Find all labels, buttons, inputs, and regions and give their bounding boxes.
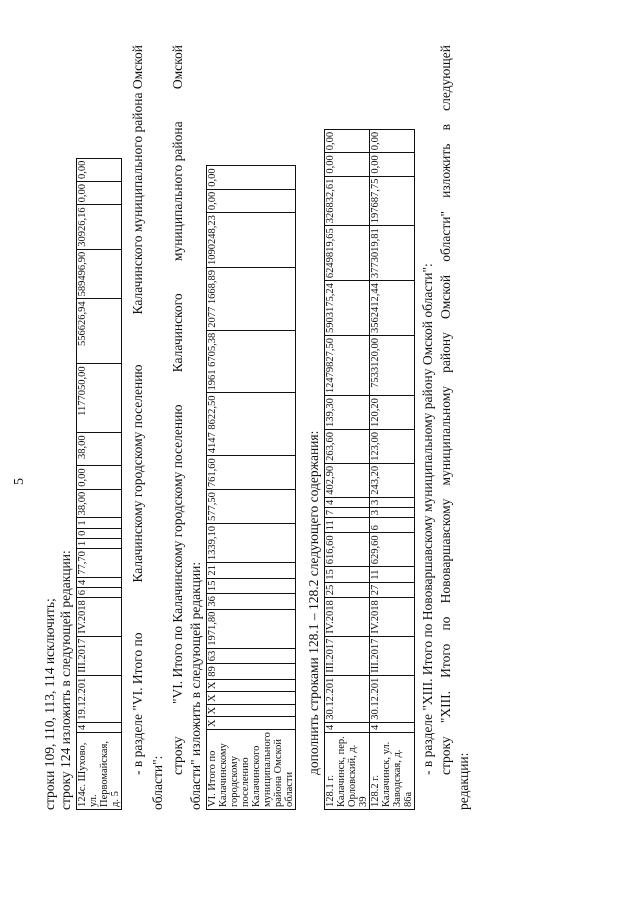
text-exclude-rows: строки 109, 110, 113, 114 исключить; <box>42 598 57 810</box>
table-cell: 6 <box>370 518 415 533</box>
text-add-rows-intro: дополнить строками 128.1 – 128.2 следующего содержания: <box>306 430 321 775</box>
table-cell: 30.12.201 <box>370 675 415 722</box>
table-cell: 19.12.201 <box>77 675 122 722</box>
table-cell: 38,00 <box>77 489 122 518</box>
table-cell: 21 <box>207 563 296 579</box>
table-cell: III.2017 <box>325 636 370 675</box>
table-cell: 25 <box>325 582 370 598</box>
table-row <box>325 129 370 809</box>
table-cell: 11 <box>325 518 370 533</box>
row-label: 128.1 г. Калачинск, пер. Орловский, д. 39 <box>325 733 370 810</box>
table-cell: 2077 1668,89 <box>207 267 296 330</box>
table-cell: 7533120,00 <box>370 336 415 396</box>
table-cell: 0,00 <box>370 153 415 176</box>
table-cell: 761,60 <box>207 456 296 490</box>
table-cell: 15 <box>325 567 370 583</box>
table-cell: 616,60 <box>325 533 370 567</box>
table-row <box>77 158 122 809</box>
table-cell: 0,00 <box>77 158 122 181</box>
table-cell: 1961 6705,38 <box>207 330 296 393</box>
table-row-vi-total <box>206 165 296 810</box>
table-cell: 89 <box>207 664 296 680</box>
text-row-124-intro: строку 124 изложить в следующей редакции: <box>58 550 73 810</box>
text-row-vi-intro-end: области" изложить в следующей редакции: <box>188 561 203 810</box>
table-cell: 3 <box>370 497 415 507</box>
table-cell: 4147 8622,50 <box>207 393 296 456</box>
table-cell: 0,00 <box>77 466 122 489</box>
table-cell: 6 <box>77 588 122 598</box>
text-row-xiii-intro: строку "XIII. Итого по Нововаршавскому муниципальному району Омской области" изложить в следующей <box>438 45 453 775</box>
table-row-124 <box>76 158 122 810</box>
table-cell: IV.2018 <box>370 598 415 636</box>
table-cell: 6249819,65 <box>325 226 370 281</box>
table-cell: 11 <box>370 567 415 583</box>
table-cell: 123,00 <box>370 430 415 464</box>
table-cell: 38,00 <box>77 433 122 466</box>
table-cell: X <box>207 692 296 705</box>
table-cell: 3562412,44 <box>370 281 415 336</box>
text-row-xiii-intro-end: редакции: <box>456 752 471 810</box>
table-cell: 556626,94 <box>77 299 122 364</box>
table-cell: 1090248,23 <box>207 213 296 268</box>
table-cell: 0,00 <box>77 182 122 205</box>
table-cell: 1971,80 <box>207 609 296 648</box>
table-cell: 7 <box>325 508 370 518</box>
table-cell: 36 <box>207 594 296 610</box>
table-cell: 402,90 <box>325 463 370 497</box>
table-cell: 63 <box>207 648 296 664</box>
page-number: 5 <box>12 478 27 485</box>
table-cell: 4 <box>325 722 370 732</box>
table-cell: X <box>207 704 296 717</box>
table-cell: 0,00 <box>207 189 296 212</box>
text-section-vi-intro-end: области": <box>150 755 165 810</box>
text-section-vi-intro: - в разделе "VI. Итого по Калачинскому городскому поселению Калачинского муниципального района Омской <box>130 45 145 775</box>
table-cell: 30926,16 <box>77 205 122 249</box>
table-cell: IV.2018 <box>325 598 370 636</box>
row-label: VI. Итого по Калачинскому городскому поселению Калачинского муниципального района Омской области <box>207 730 296 810</box>
text-section-xiii-intro: - в разделе "XIII. Итого по Нововаршавскому муниципальному району Омской области": <box>420 263 435 775</box>
table-cell: 577,50 <box>207 490 296 524</box>
table-cell: 3773019,81 <box>370 226 415 281</box>
table-cell: 15 <box>207 578 296 594</box>
table-cell: IV.2018 <box>77 598 122 636</box>
table-cell: III.2017 <box>77 636 122 675</box>
text-row-vi-intro: строку "VI. Итого по Калачинскому городскому поселению Калачинского муниципального района Омской <box>170 45 185 775</box>
table-cell: 4 <box>370 722 415 732</box>
table-cell: 326832,61 <box>325 176 370 226</box>
table-cell: X <box>207 717 296 730</box>
table-cell: 1 <box>77 538 122 548</box>
table-cell: 0,00 <box>325 129 370 152</box>
table-cell: 1177050,00 <box>77 364 122 433</box>
table-cell: 263,60 <box>325 430 370 464</box>
table-cell: 4 <box>77 722 122 732</box>
table-row <box>207 166 296 810</box>
table-cell: 139,30 <box>325 396 370 430</box>
table-cell: 12479827,50 <box>325 336 370 396</box>
table-cell: 243,20 <box>370 463 415 497</box>
table-cell: 77,70 <box>77 549 122 578</box>
table-row <box>370 129 415 809</box>
table-cell: X <box>207 679 296 692</box>
table-cell: 27 <box>370 582 415 598</box>
table-cell: 1 <box>77 518 122 528</box>
table-cell: 629,60 <box>370 533 415 567</box>
table-cell: 120,20 <box>370 396 415 430</box>
table-cell: 0,00 <box>207 166 296 189</box>
table-cell: 0 <box>77 528 122 538</box>
table-cell: 0,00 <box>325 153 370 176</box>
table-cell: 0,00 <box>370 129 415 152</box>
table-cell: 4 <box>77 577 122 587</box>
table-cell: 589496,90 <box>77 249 122 299</box>
table-cell: 1339,10 <box>207 523 296 562</box>
row-label: 128.2 г. Калачинск, ул. Заводская, д. 86а <box>370 733 415 810</box>
table-cell: 5903175,24 <box>325 281 370 336</box>
table-rows-128 <box>324 129 415 810</box>
table-cell: 4 <box>325 497 370 507</box>
table-cell: 30.12.201 <box>325 675 370 722</box>
row-label: 124с. Шухово, ул. Первомайская, д. 5 <box>77 733 122 810</box>
table-cell: 197687,75 <box>370 176 415 226</box>
table-cell: III.2017 <box>370 636 415 675</box>
table-cell: 3 <box>370 508 415 518</box>
